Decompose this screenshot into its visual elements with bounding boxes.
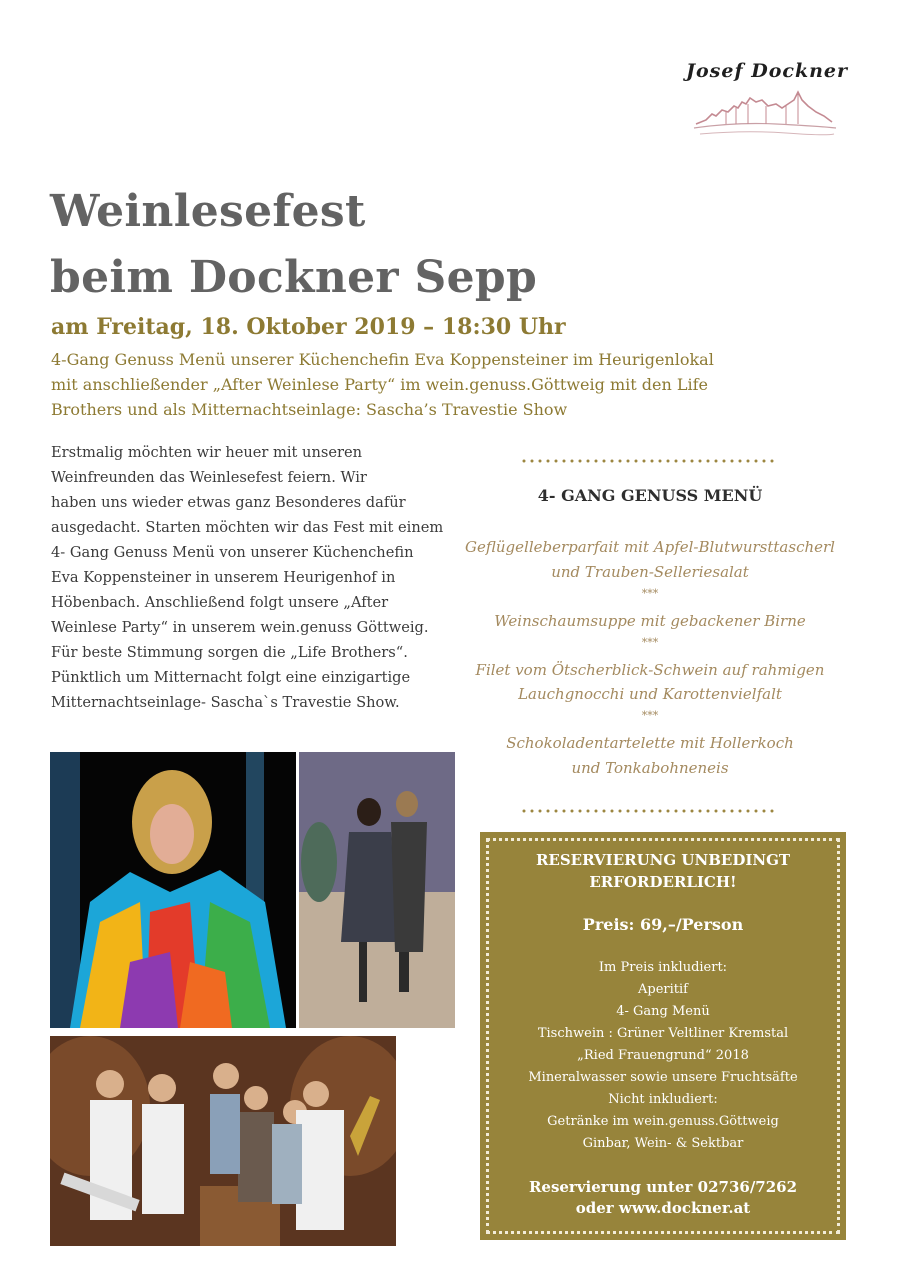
- dotted-divider-top: [522, 458, 782, 464]
- menu-course-3: Filet vom Ötscherblick-Schwein auf rahmigen: [475, 661, 825, 679]
- included-item: Aperitif: [638, 982, 688, 997]
- paragraph-line: Mitternachtseinlage- Sascha`s Travestie Show.: [51, 694, 400, 711]
- menu-course-2: Weinschaumsuppe mit gebackener Birne: [494, 612, 806, 630]
- reservation-heading: ERFORDERLICH!: [589, 873, 737, 891]
- subtitle-line: mit anschließender „After Weinlese Party“ im wein.genuss.Göttweig mit den Life: [51, 375, 708, 394]
- paragraph-line: Weinfreunden das Weinlesefest feiern. Wir: [51, 469, 367, 486]
- brand-name: Josef Dockner: [686, 60, 849, 82]
- paragraph-line: Weinlese Party“ in unserem wein.genuss Göttweig.: [51, 619, 429, 636]
- menu-title: 4- GANG GENUSS MENÜ: [537, 486, 763, 505]
- dotted-divider-bottom: [522, 808, 782, 814]
- menu-course-1: Geflügelleberparfait mit Apfel-Blutwursttascherl: [465, 538, 835, 556]
- subtitle-line: 4-Gang Genuss Menü unserer Küchenchefin Eva Koppensteiner im Heurigenlokal: [51, 350, 714, 369]
- not-included-item: Getränke im wein.genuss.Göttweig: [547, 1114, 779, 1129]
- reservation-phone: Reservierung unter 02736/7262: [528, 1178, 798, 1196]
- reservation-heading: RESERVIERUNG UNBEDINGT: [535, 851, 791, 869]
- included-item: 4- Gang Menü: [616, 1004, 710, 1019]
- menu-course-1: und Trauben-Selleriesalat: [551, 563, 749, 581]
- included-item: Mineralwasser sowie unsere Fruchtsäfte: [528, 1070, 798, 1085]
- paragraph-line: haben uns wieder etwas ganz Besonderes dafür: [51, 494, 406, 511]
- menu-separator: ***: [641, 587, 659, 600]
- page-title-line-1: Weinlesefest: [50, 186, 366, 237]
- included-item: Tischwein : Grüner Veltliner Kremstal: [537, 1026, 789, 1041]
- menu-course-3: Lauchgnocchi und Karottenvielfalt: [518, 685, 782, 703]
- reservation-box: [480, 832, 846, 1240]
- event-date: am Freitag, 18. Oktober 2019 – 18:30 Uhr: [51, 314, 566, 340]
- paragraph-line: 4- Gang Genuss Menü von unserer Küchenchefin: [51, 544, 414, 561]
- price: Preis: 69,–/Person: [582, 915, 744, 934]
- included-item: „Ried Frauengrund“ 2018: [577, 1048, 749, 1063]
- page-title-line-2: beim Dockner Sepp: [50, 252, 538, 303]
- not-included-label: Nicht inkludiert:: [608, 1092, 718, 1107]
- menu-course-4: und Tonkabohneneis: [571, 759, 729, 777]
- menu-separator: ***: [641, 709, 659, 722]
- paragraph-line: Pünktlich um Mitternacht folgt eine einzigartige: [51, 669, 411, 686]
- not-included-item: Ginbar, Wein- & Sektbar: [582, 1136, 744, 1151]
- photo-dancing-couple: [299, 752, 455, 1028]
- intro-paragraph: [51, 440, 461, 715]
- reservation-website: oder www.dockner.at: [575, 1199, 751, 1217]
- included-label: Im Preis inkludiert:: [598, 960, 728, 975]
- paragraph-line: Erstmalig möchten wir heuer mit unseren: [51, 444, 362, 461]
- paragraph-line: Höbenbach. Anschließend folgt unsere „After: [51, 594, 389, 611]
- subtitle-line: Brothers und als Mitternachtseinlage: Sascha’s Travestie Show: [51, 400, 568, 419]
- photo-life-brothers-band: [50, 1036, 396, 1246]
- paragraph-line: Für beste Stimmung sorgen die „Life Brothers“.: [51, 644, 408, 661]
- paragraph-line: Eva Koppensteiner in unserem Heurigenhof in: [51, 569, 396, 586]
- menu-separator: ***: [641, 636, 659, 649]
- photo-drag-performer: [50, 752, 296, 1028]
- menu-course-4: Schokoladentartelette mit Hollerkoch: [506, 734, 794, 752]
- logo: [676, 54, 849, 154]
- paragraph-line: ausgedacht. Starten möchten wir das Fest mit einem: [51, 519, 444, 536]
